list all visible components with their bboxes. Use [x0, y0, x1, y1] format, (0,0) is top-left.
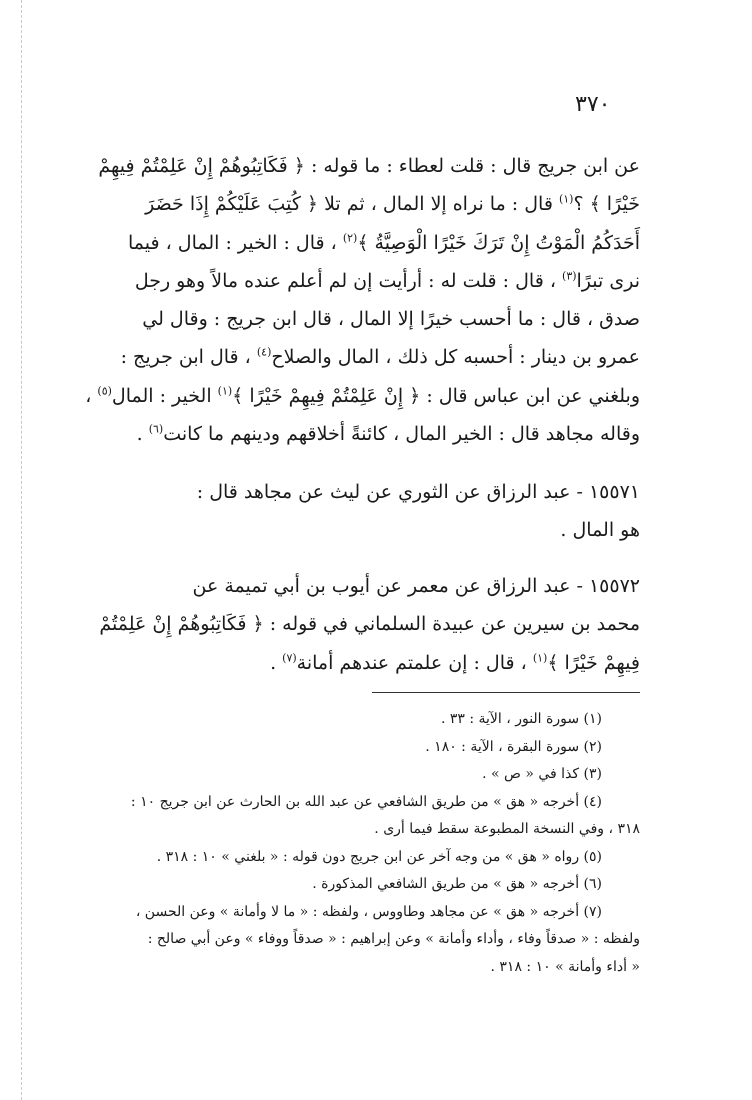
footnotes [44, 706, 640, 981]
text-line: هو المال . [560, 519, 640, 542]
page-number: ٣٧٠ [575, 92, 611, 117]
paragraph-hadith-15571 [44, 473, 640, 550]
text-line: عمرو بن دينار : أحسبه كل ذلك ، المال والصلاح$^{(٤)}$ ، قال ابن جريج : [120, 346, 640, 369]
text-line: صدق ، قال : ما أحسب خيرًا إلا المال ، قال ابن جريج : وقال لي [142, 308, 640, 331]
text-line: محمد بن سيرين عن عبيدة السلماني في قوله : ﴿ فَكَاتِبُوهُمْ إِنْ عَلِمْتُمْ [99, 613, 640, 636]
text-line: خَيْرًا ﴾ ؟$^{(١)}$ قال : ما نراه إلا المال ، ثم تلا ﴿ كُتِبَ عَلَيْكُمْ إِذَا حَضَرَ [145, 192, 640, 216]
text-line: أَحَدَكُمُ الْمَوْتُ إِنْ تَرَكَ خَيْرًا الْوَصِيَّةُ ﴾$^{(٢)}$ ، قال : الخير : المال ، فيما [127, 231, 640, 254]
text-line: عن ابن جريج قال : قلت لعطاء : ما قوله : ﴿ فَكَاتِبُوهُمْ إِنْ عَلِمْتُمْ فِيهِمْ [98, 155, 640, 177]
text-line: وقاله مجاهد قال : الخير المال ، كائنةً أخلاقهم ودينهم ما كانت$^{(٦)}$ . [136, 422, 640, 446]
text-line: نرى تبرًا$^{(٣)}$ ، قال : قلت له : أرأيت إن لم أعلم عنده مالاً وهو رجل [134, 269, 640, 292]
footnote-continuation: ٣١٨ ، وفي النسخة المطبوعة سقط فيما أرى . [374, 821, 640, 837]
paragraph-ibn-jurayj [44, 147, 640, 453]
footnote: (٣) كذا في « ص » . [482, 766, 602, 782]
text-line: فِيهِمْ خَيْرًا ﴾$^{(١)}$ ، قال : إن علمتم عندهم أمانة$^{(٧)}$ . [270, 651, 640, 674]
footnote: (٢) سورة البقرة ، الآية : ١٨٠ . [425, 738, 602, 755]
text-line: ١٥٥٧١ - عبد الرزاق عن الثوري عن ليث عن مجاهد قال : [196, 481, 640, 503]
footnote-divider [372, 692, 640, 693]
footnote-continuation: « أداء وأمانة » ١٠ : ٣١٨ . [490, 958, 640, 975]
page-binding-edge [21, 0, 22, 1100]
footnote: (١) سورة النور ، الآية : ٣٣ . [440, 711, 602, 727]
footnote-continuation: ولفظه : « صدقاً وفاء ، وأداء وأمانة » وعن إبراهيم : « صدقاً ووفاء » وعن أبي صالح : [147, 931, 640, 947]
footnote: (٤) أخرجه « هق » من طريق الشافعي عن عبد الله بن الحارث عن ابن جريج ١٠ : [130, 793, 602, 810]
text-line: ١٥٥٧٢ - عبد الرزاق عن معمر عن أيوب بن أبي تميمة عن [192, 575, 640, 597]
paragraph-hadith-15572 [44, 567, 640, 682]
text-line: وبلغني عن ابن عباس قال : ﴿ إِنْ عَلِمْتُمْ فِيهِمْ خَيْرًا ﴾$^{(١)}$ الخير : المال$^{(٥)}$ ، [85, 384, 640, 407]
footnote: (٦) أخرجه « هق » من طريق الشافعي المذكورة . [312, 876, 602, 892]
footnote: (٧) أخرجه « هق » عن مجاهد وطاووس ، ولفظه : « ما لا وأمانة » وعن الحسن ، [135, 903, 602, 920]
footnote: (٥) رواه « هق » من وجه آخر عن ابن جريج دون قوله : « بلغني » ١٠ : ٣١٨ . [156, 848, 602, 865]
